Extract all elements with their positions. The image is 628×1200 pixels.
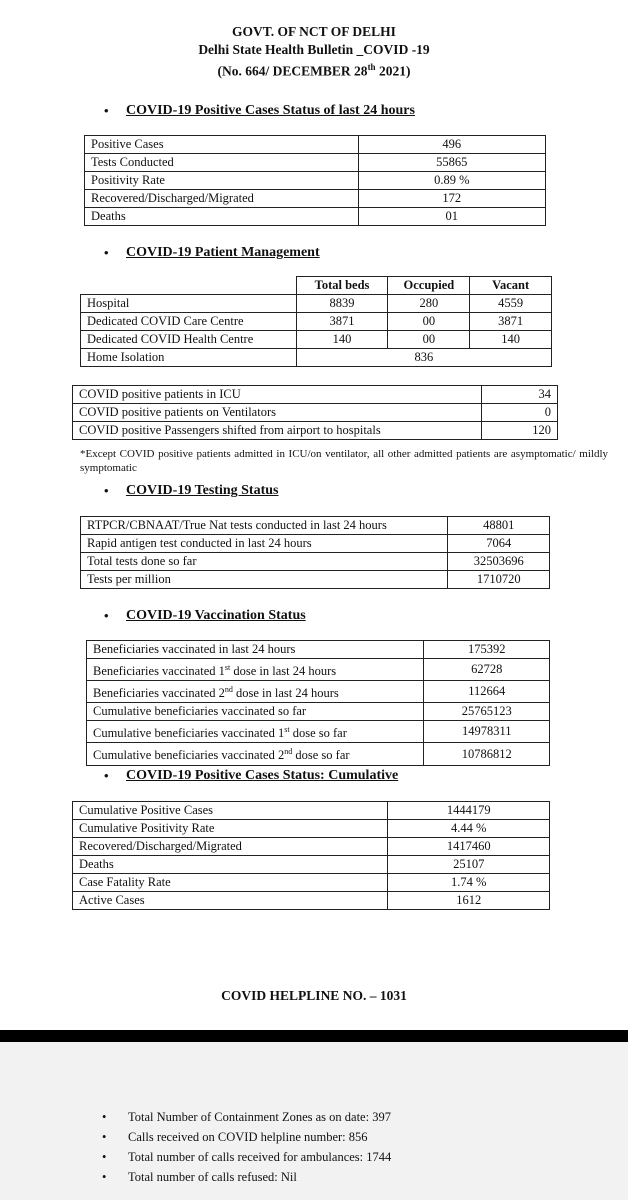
table-row	[81, 277, 552, 295]
home-isolation-value: 836	[296, 349, 551, 367]
row-label: COVID positive Passengers shifted from airport to hospitals	[73, 422, 482, 440]
row-value: 32503696	[448, 553, 550, 571]
vacant-value: 4559	[470, 295, 552, 313]
list-item	[102, 1147, 391, 1167]
fact-text: Total Number of Containment Zones as on date: 397	[128, 1110, 391, 1124]
row-label: Case Fatality Rate	[73, 874, 388, 892]
table-row	[87, 721, 550, 743]
bullet-icon: •	[104, 245, 109, 260]
testing-table	[80, 516, 550, 589]
bullet-icon: •	[104, 103, 109, 118]
occupied-value: 00	[388, 331, 470, 349]
section-title-testing: COVID-19 Testing Status	[126, 483, 279, 498]
row-value: 55865	[358, 154, 545, 172]
table-row	[73, 856, 550, 874]
row-label: Beneficiaries vaccinated 2nd dose in last 24 hours	[87, 681, 424, 703]
row-value: 7064	[448, 535, 550, 553]
table-row	[73, 422, 558, 440]
col-header-total: Total beds	[296, 277, 388, 295]
row-value: 1417460	[388, 838, 550, 856]
row-value: 0	[482, 404, 558, 422]
bulletin-number: (No. 664/ DECEMBER 28th 2021)	[217, 62, 411, 79]
row-value: 1.74 %	[388, 874, 550, 892]
list-item	[102, 1107, 391, 1127]
row-value: 1444179	[388, 802, 550, 820]
row-label: Dedicated COVID Health Centre	[81, 331, 297, 349]
row-value: 48801	[448, 517, 550, 535]
row-label: Recovered/Discharged/Migrated	[85, 190, 359, 208]
facts-list	[102, 1107, 391, 1187]
bullet-icon: •	[104, 608, 109, 623]
table-row	[87, 641, 550, 659]
table-row	[81, 313, 552, 331]
row-label: Cumulative beneficiaries vaccinated 2nd dose so far	[87, 743, 424, 765]
table-row	[81, 571, 550, 589]
vacant-value: 3871	[470, 313, 552, 331]
row-value: 25107	[388, 856, 550, 874]
col-header-vacant: Vacant	[470, 277, 552, 295]
col-header-occupied: Occupied	[388, 277, 470, 295]
row-label: Positive Cases	[85, 136, 359, 154]
row-label: Cumulative beneficiaries vaccinated so far	[87, 703, 424, 721]
row-label: COVID positive patients on Ventilators	[73, 404, 482, 422]
occupied-value: 00	[388, 313, 470, 331]
total-beds-value: 3871	[296, 313, 388, 331]
fact-text: Total number of calls refused: Nil	[128, 1170, 297, 1184]
table-row	[87, 681, 550, 703]
section-title-patient-mgmt: COVID-19 Patient Management	[126, 245, 320, 260]
row-label: Cumulative beneficiaries vaccinated 1st dose so far	[87, 721, 424, 743]
row-value: 172	[358, 190, 545, 208]
table-row	[81, 535, 550, 553]
bulletin-title: Delhi State Health Bulletin _COVID -19	[198, 42, 430, 57]
table-row	[73, 386, 558, 404]
row-value: 1612	[388, 892, 550, 910]
row-label: Beneficiaries vaccinated 1st dose in last 24 hours	[87, 659, 424, 681]
row-label: Cumulative Positive Cases	[73, 802, 388, 820]
row-label: Rapid antigen test conducted in last 24 hours	[81, 535, 448, 553]
table-row	[85, 190, 546, 208]
row-label: RTPCR/CBNAAT/True Nat tests conducted in last 24 hours	[81, 517, 448, 535]
table-row	[81, 295, 552, 313]
row-label: COVID positive patients in ICU	[73, 386, 482, 404]
row-value: 01	[358, 208, 545, 226]
table-row	[85, 154, 546, 172]
table-row	[85, 136, 546, 154]
row-value: 34	[482, 386, 558, 404]
row-label: Active Cases	[73, 892, 388, 910]
patient-mgmt-table	[80, 276, 552, 367]
govt-title: GOVT. OF NCT OF DELHI	[232, 24, 396, 39]
total-beds-value: 8839	[296, 295, 388, 313]
row-label: Tests Conducted	[85, 154, 359, 172]
table-row	[87, 659, 550, 681]
row-label: Deaths	[73, 856, 388, 874]
row-label: Positivity Rate	[85, 172, 359, 190]
fact-text: Total number of calls received for ambulances: 1744	[128, 1150, 392, 1164]
section-title-cumulative: COVID-19 Positive Cases Status: Cumulative	[126, 768, 399, 783]
total-beds-value: 140	[296, 331, 388, 349]
row-value: 10786812	[424, 743, 550, 765]
vaccination-table	[86, 640, 550, 766]
row-label: Home Isolation	[81, 349, 297, 367]
cumulative-table	[72, 801, 550, 910]
row-label: Beneficiaries vaccinated in last 24 hours	[87, 641, 424, 659]
row-value: 4.44 %	[388, 820, 550, 838]
bullet-icon: •	[102, 1110, 107, 1124]
occupied-value: 280	[388, 295, 470, 313]
icu-table	[72, 385, 558, 440]
bullet-icon: •	[104, 768, 109, 783]
list-item	[102, 1167, 391, 1187]
table-row	[73, 838, 550, 856]
table-row	[73, 874, 550, 892]
bullet-icon: •	[102, 1170, 107, 1184]
table-row	[73, 892, 550, 910]
row-value: 62728	[424, 659, 550, 681]
table-row	[81, 349, 552, 367]
page-divider	[0, 1030, 628, 1042]
section-title-vaccination: COVID-19 Vaccination Status	[126, 608, 306, 623]
row-label: Hospital	[81, 295, 297, 313]
row-value: 120	[482, 422, 558, 440]
table-row	[87, 703, 550, 721]
row-value: 0.89 %	[358, 172, 545, 190]
row-value: 112664	[424, 681, 550, 703]
table-corner	[81, 277, 297, 295]
icu-footnote: *Except COVID positive patients admitted in ICU/on ventilator, all other admitted patients are asymptomatic/ mildly symptomatic	[80, 448, 608, 474]
row-label: Deaths	[85, 208, 359, 226]
row-value: 496	[358, 136, 545, 154]
row-label: Recovered/Discharged/Migrated	[73, 838, 388, 856]
bullet-icon: •	[104, 483, 109, 498]
last24-table	[84, 135, 546, 226]
table-row	[73, 404, 558, 422]
fact-text: Calls received on COVID helpline number: 856	[128, 1130, 368, 1144]
table-row	[81, 517, 550, 535]
table-row	[81, 331, 552, 349]
bullet-icon: •	[102, 1150, 107, 1164]
row-value: 1710720	[448, 571, 550, 589]
row-label: Dedicated COVID Care Centre	[81, 313, 297, 331]
row-label: Total tests done so far	[81, 553, 448, 571]
table-row	[87, 743, 550, 765]
row-value: 175392	[424, 641, 550, 659]
section-title-last24: COVID-19 Positive Cases Status of last 24 hours	[126, 103, 415, 118]
row-label: Cumulative Positivity Rate	[73, 820, 388, 838]
list-item	[102, 1127, 391, 1147]
bullet-icon: •	[102, 1130, 107, 1144]
table-row	[85, 208, 546, 226]
table-row	[85, 172, 546, 190]
table-row	[81, 553, 550, 571]
row-value: 25765123	[424, 703, 550, 721]
table-row	[73, 802, 550, 820]
helpline-number: COVID HELPLINE NO. – 1031	[221, 988, 407, 1003]
row-value: 14978311	[424, 721, 550, 743]
vacant-value: 140	[470, 331, 552, 349]
table-row	[73, 820, 550, 838]
row-label: Tests per million	[81, 571, 448, 589]
